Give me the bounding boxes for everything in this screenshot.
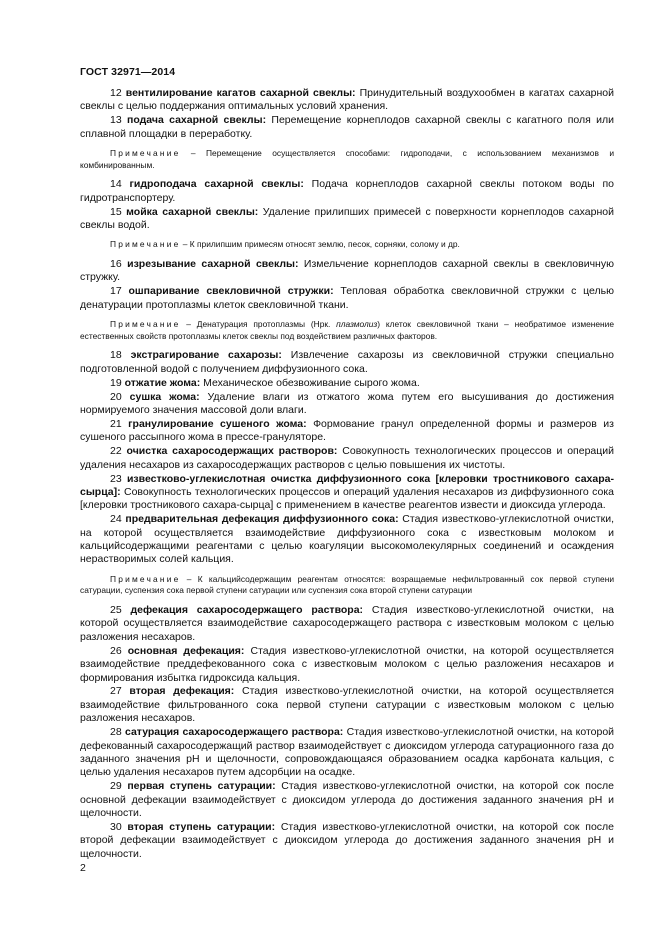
term-entry: [80, 780, 614, 820]
term-number: 28: [110, 726, 122, 739]
term-title: известково-углекислотная очистка диффузионного сока [клеровки тростникового сахара-сырца]:: [80, 472, 614, 498]
term-definition: Механическое обезвоживание сырого жома.: [203, 376, 420, 389]
term-number: 16: [110, 258, 122, 271]
term-number: 15: [110, 205, 122, 218]
term-number: 30: [110, 821, 122, 834]
term-number: 17: [110, 285, 122, 298]
term-entry: [80, 821, 614, 861]
term-definition: Тепловая обработка свекловичной стружки с целью денатурации протоплазмы клеток свекловичной ткани.: [80, 285, 615, 311]
term-definition: Стадия известково-углекислотной очистки, на которой сок после основной дефекации взаимодействует с диоксидом углерода до достижения заданного значения pH и щелочности.: [80, 780, 615, 820]
term-definition: Стадия известково-углекислотной очистки, на которой осуществляется взаимодействие диффузионного сока с известковым молоком и кальцийсодержащими реагентами с целью коагуляции высокомолекулярных соединений и осаждения нерастворимых солей кальция.: [80, 513, 614, 566]
term-entry: [80, 604, 614, 644]
term-number: 26: [110, 644, 122, 657]
term-title: очистка сахаросодержащих растворов:: [126, 445, 338, 458]
term-title: дефекация сахаросодержащего раствора:: [130, 604, 364, 617]
term-definition: Удаление прилипших примесей с поверхности корнеплодов сахарной свеклы водой.: [80, 205, 614, 232]
note-text: Денатурация протоплазмы (Нрк.: [196, 319, 331, 330]
term-entry: [80, 473, 614, 513]
term-number: 23: [110, 472, 122, 485]
term-title: экстрагирование сахарозы:: [130, 349, 282, 362]
term-title: вторая дефекация:: [129, 685, 235, 698]
term-entry: [80, 391, 614, 418]
term-entry: [80, 513, 614, 567]
term-number: 21: [110, 417, 122, 430]
term-title: вторая ступень сатурации:: [127, 821, 276, 834]
term-title: первая ступень сатурации:: [127, 780, 276, 793]
term-title: мойка сахарной свеклы:: [126, 205, 259, 218]
term-definition: Стадия известково-углекислотной очистки, на которой осуществляется взаимодействие фильтрованного сока первой ступени сатурации с известковым молоком с целью разложения несахаров.: [80, 685, 614, 725]
term-number: 24: [110, 513, 122, 526]
term-entry: [80, 114, 614, 141]
note-entry: Примечание – К прилипшим примесям относят землю, песок, сорняки, солому и др.: [110, 239, 460, 250]
term-number: 12: [110, 87, 122, 99]
term-title: ошпаривание свекловичной стружки:: [128, 285, 334, 298]
term-definition: Совокупность технологических процессов и операций удаления несахаров из диффузионного сока [клеровки тростникового сахара-сырца] с применением в качестве реагентов извести и диоксида углерода.: [80, 485, 614, 512]
term-entry: [80, 206, 614, 233]
term-title: подача сахарной свеклы:: [127, 114, 267, 127]
term-definition: Принудительный воздухообмен в кагатах сахарной свеклы с целью поддержания оптимальных условий хранения.: [80, 87, 614, 113]
term-title: предварительная дефекация диффузионного сока:: [125, 513, 399, 526]
note-label: Примечание: [110, 573, 181, 584]
term-definition: Стадия известково-углекислотной очистки, на которой осуществляется взаимодействие преддефекованного сока с известковым молоком с целью разложения несахаров и формирования избытка гидроксида кальция.: [80, 644, 614, 684]
term-entry: [80, 285, 614, 312]
term-entry: [80, 349, 614, 376]
term-number: 19: [110, 376, 122, 389]
term-title: гранулирование сушеного жома:: [128, 417, 307, 430]
term-number: 20: [110, 390, 122, 403]
note-text: К кальцийсодержащим реагентам относятся: возращаемые нефильтрованный сок первой ступени сатурации, суспензия сока первой ступени сатурации или суспензия сока второй ступени сатурации: [80, 573, 615, 596]
term-title: сушка жома:: [129, 390, 200, 403]
term-number: 25: [110, 604, 122, 617]
term-entry: [80, 87, 614, 114]
term-definition: Измельчение корнеплодов сахарной свеклы в свекловичную стружку.: [80, 258, 614, 284]
note-label: Примечание: [110, 148, 181, 159]
term-number: 13: [110, 114, 122, 127]
term-number: 18: [110, 349, 122, 362]
term-definition: Формование гранул определенной формы и размеров из сушеного рассыпного жома в прессе-грануляторе.: [80, 417, 614, 444]
term-definition: Стадия известково-углекислотной очистки, на которой осуществляется взаимодействие сахаросодержащего раствора с известковым молоком с целью разложения несахаров.: [80, 604, 615, 643]
note-text: Перемещение осуществляется способами: гидроподачи, с использованием механизмов и комбинированным.: [80, 148, 615, 170]
term-entry: [80, 726, 614, 780]
term-title: отжатие жома:: [124, 376, 201, 389]
note-entry: Примечание – К кальцийсодержащим реагентам относятся: возращаемые нефильтрованный сок первой ступени сатурации, суспензия сока первой ступени сатурации или суспензия сока второй ступени сатурации: [80, 573, 615, 596]
note-entry: Примечание – Перемещение осуществляется способами: гидроподачи, с использованием механизмов и комбинированным.: [80, 148, 615, 170]
note-label: Примечание: [110, 239, 181, 250]
term-definition: Перемещение корнеплодов сахарной свеклы с кагатного поля или сплавной площадки в переработку.: [80, 114, 615, 140]
note-label: Примечание: [110, 319, 181, 330]
terms-list: [80, 87, 614, 861]
term-title: вентилирование кагатов сахарной свеклы:: [125, 87, 356, 99]
term-entry: [80, 418, 614, 445]
term-entry: [80, 178, 614, 205]
term-entry: [80, 645, 614, 685]
term-entry: [80, 258, 614, 285]
note-italic-term: плазмолиз: [336, 319, 378, 330]
term-definition: Совокупность технологических процессов и операций удаления несахаров из сахаросодержащих растворов с целью повышения их чистоты.: [80, 445, 614, 471]
term-entry: [80, 685, 614, 725]
term-number: 14: [110, 178, 122, 191]
term-title: гидроподача сахарной свеклы:: [129, 178, 304, 191]
note-text: ) клеток свекловичной ткани – необратимое изменение естественных свойств протоплазмы клеток свеклы под воздействием различных факторов.: [80, 319, 615, 341]
term-number: 29: [110, 780, 122, 793]
term-definition: Стадия известково-углекислотной очистки, на которой сок после второй дефекации взаимодействует с диоксидом углерода до достижения заданного значения pH и щелочности.: [80, 821, 614, 860]
note-text: К прилипшим примесям относят землю, песок, сорняки, солому и др.: [189, 239, 460, 250]
term-definition: Удаление влаги из отжатого жома путем его высушивания до достижения нормируемого значения массовой доли влаги.: [80, 390, 615, 416]
term-title: основная дефекация:: [127, 644, 245, 657]
note-entry: Примечание – Денатурация протоплазмы (Нрк. плазмолиз) клеток свекловичной ткани – необратимое изменение естественных свойств протоплазмы клеток свеклы под воздействием различных факторов.: [80, 319, 615, 341]
term-definition: Извлечение сахарозы из свекловичной стружки специально подготовленной водой с получением диффузионного сока.: [80, 349, 615, 375]
term-number: 22: [110, 445, 122, 458]
term-number: 27: [110, 685, 122, 698]
term-definition: Стадия известково-углекислотной очистки, на которой дефекованный сахаросодержащий раствор взаимодействует с диоксидом углерода сатурационного газа до заданного значения pH и щелочности, сопровождающаяся образованием осадка карбоната кальция, с целью удаления несахаров путем адсорбции на осадке.: [80, 726, 615, 779]
term-definition: Подача корнеплодов сахарной свеклы потоком воды по гидротранспортеру.: [80, 178, 615, 204]
term-entry: [80, 445, 614, 472]
term-title: изрезывание сахарной свеклы:: [127, 258, 299, 271]
page-number: 2: [80, 862, 86, 874]
term-entry: [80, 377, 614, 390]
standard-header: ГОСТ 32971—2014: [80, 66, 176, 78]
term-title: сатурация сахаросодержащего раствора:: [124, 726, 344, 739]
